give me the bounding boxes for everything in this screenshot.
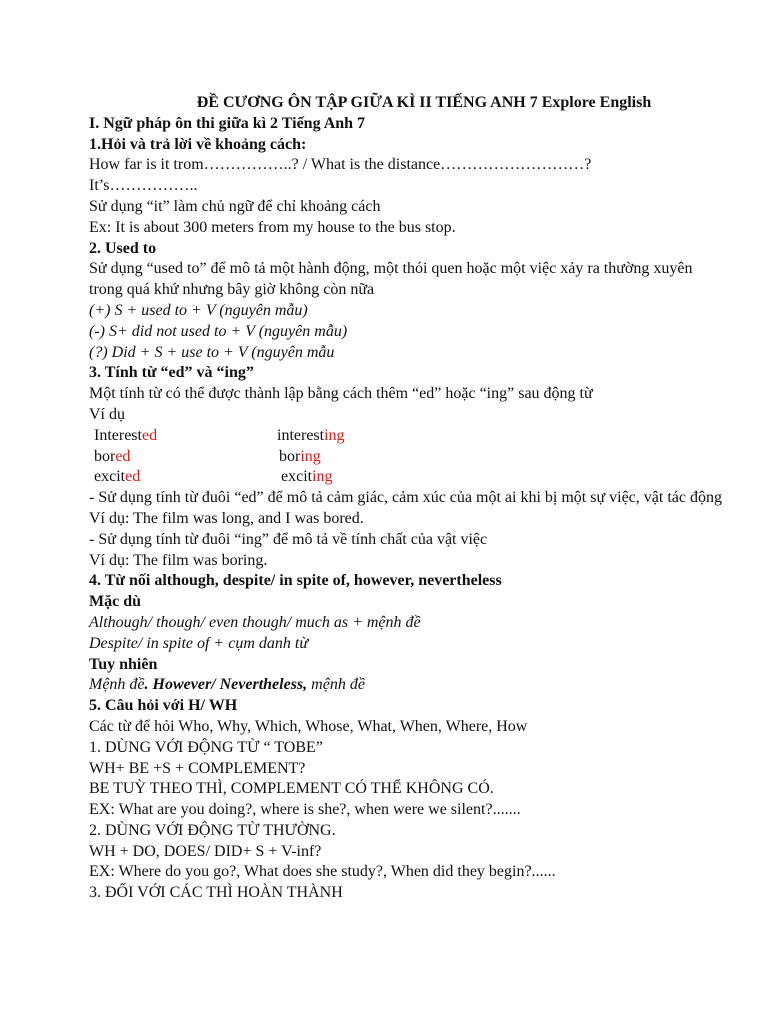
text-part: Mệnh đề [89, 676, 145, 694]
suffix-highlight: ing [300, 447, 321, 465]
subheading: Mặc dù [89, 593, 141, 611]
subheading: Tuy nhiên [89, 655, 158, 673]
word-stem: Interest [94, 426, 142, 444]
text-line: Sử dụng “it” làm chủ ngữ để chỉ khoảng cách [89, 197, 381, 215]
formula-line: (-) S+ did not used to + V (nguyên mẫu) [89, 322, 348, 340]
topic-heading: 1.Hỏi và trả lời về khoảng cách: [89, 135, 307, 153]
formula-line: Although/ though/ even though/ much as + mệnh đề [89, 613, 421, 631]
text-line: EX: What are you doing?, where is she?, when were we silent?....... [89, 801, 521, 819]
suffix-highlight: ing [312, 468, 333, 486]
ed-adjective [89, 447, 277, 468]
text-part: , [303, 676, 308, 694]
topic-heading: 4. Từ nối although, despite/ in spite of, however, nevertheless [89, 572, 502, 590]
adjective-pair-row [89, 467, 729, 488]
text-line: 2. DÙNG VỚI ĐỘNG TỪ THƯỜNG. [89, 821, 336, 839]
suffix-highlight: ed [125, 468, 141, 486]
text-line: WH + DO, DOES/ DID+ S + V-inf? [89, 842, 322, 860]
document-content [89, 93, 729, 904]
text-line: Ví dụ: The film was long, and I was bored. [89, 509, 364, 527]
text-line: WH+ BE +S + COMPLEMENT? [89, 759, 306, 777]
text-part: . However/ Nevertheless [144, 676, 304, 694]
word-stem: interest [277, 426, 325, 444]
ed-adjective [89, 426, 277, 447]
adjective-pair-row [89, 447, 729, 468]
text-paragraph: Sử dụng “used to” để mô tả một hành động, một thói quen hoặc một việc xảy ra thường xuyên trong quá khứ nhưng bây giờ không còn nữa [89, 260, 693, 299]
ing-adjective [277, 426, 345, 447]
text-line: - Sử dụng tính từ đuôi “ing” để mô tả về tính chất của vật việc [89, 530, 488, 548]
document-title: ĐỀ CƯƠNG ÔN TẬP GIỮA KÌ II TIẾNG ANH 7 Explore English [196, 94, 652, 111]
text-line: 3. ĐỐI VỚI CÁC THÌ HOÀN THÀNH [89, 884, 343, 902]
formula-line: Despite/ in spite of + cụm danh từ [89, 634, 309, 652]
text-line: Ex: It is about 300 meters from my house to the bus stop. [89, 218, 456, 236]
ing-adjective [277, 467, 333, 488]
text-line: Các từ để hỏi Who, Why, Which, Whose, What, When, Where, How [89, 717, 528, 735]
text-line: How far is it trom……………..? / What is the distance………………………? [89, 156, 592, 174]
section-heading: I. Ngữ pháp ôn thi giữa kì 2 Tiếng Anh 7 [89, 114, 366, 132]
suffix-highlight: ed [115, 447, 131, 465]
topic-heading: 3. Tính từ “ed” và “ing” [89, 364, 254, 382]
word-stem: bor [94, 447, 116, 465]
text-part: mệnh đề [307, 676, 365, 694]
adjective-pair-row [89, 426, 729, 447]
text-line: 1. DÙNG VỚI ĐỘNG TỪ “ TOBE” [89, 738, 323, 756]
ing-adjective [277, 447, 321, 468]
text-paragraph: - Sử dụng tính từ đuôi “ed” để mô tả cảm giác, cảm xúc của một ai khi bị một sự việc, vật tác động [89, 489, 722, 507]
ed-adjective [89, 467, 277, 488]
formula-line [89, 675, 729, 696]
text-line: Ví dụ [89, 405, 125, 423]
formula-line: (?) Did + S + use to + V (nguyên mẫu [89, 343, 335, 361]
word-stem: excit [281, 468, 313, 486]
text-line: BE TUỲ THEO THÌ, COMPLEMENT CÓ THỂ KHÔNG CÓ. [89, 780, 494, 798]
suffix-highlight: ed [141, 426, 158, 444]
word-stem: excit [94, 468, 126, 486]
word-stem: bor [279, 447, 301, 465]
topic-heading: 5. Câu hỏi với H/ WH [89, 697, 238, 715]
text-line: EX: Where do you go?, What does she study?, When did they begin?...... [89, 863, 556, 881]
text-line: Ví dụ: The film was boring. [89, 551, 268, 569]
text-line: It’s…………….. [89, 177, 198, 195]
suffix-highlight: ing [324, 426, 345, 444]
text-line: Một tính từ có thể được thành lập bằng cách thêm “ed” hoặc “ing” sau động từ [89, 385, 593, 403]
formula-line: (+) S + used to + V (nguyên mẫu) [89, 301, 308, 319]
topic-heading: 2. Used to [89, 239, 157, 257]
